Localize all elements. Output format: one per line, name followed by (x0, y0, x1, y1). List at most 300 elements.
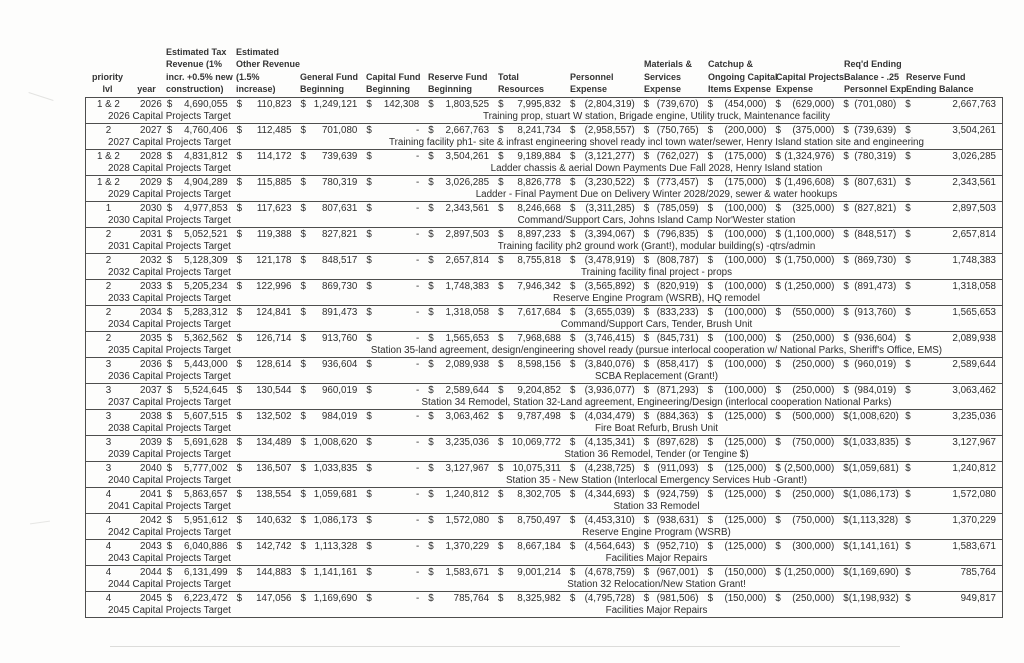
table-row (85, 331, 1003, 358)
dollar-sign: $ (366, 229, 372, 240)
dollar-sign: $ (707, 151, 714, 162)
reserve-fund-beginning-cell: $ 2,089,938 (428, 359, 490, 370)
col-header-year: year (137, 84, 156, 95)
total-resources-cell: $ 7,968,688 (498, 333, 561, 344)
dollar-sign: $ (905, 359, 911, 370)
dollar-sign: $ (428, 411, 434, 422)
dollar-sign: $ (707, 177, 714, 188)
dollar-sign: $ (366, 255, 372, 266)
reqd-ending-balance-cell: $ (1,169,690) (843, 567, 899, 578)
estimated-other-revenue-cell: $ 142,742 (236, 541, 292, 552)
estimated-tax-revenue-cell: $ 4,977,853 (166, 203, 228, 214)
general-fund-beginning-cell: $ 869,730 (300, 281, 358, 292)
general-fund-beginning-cell: $ 1,113,328 (300, 541, 358, 552)
dollar-sign: $ (775, 437, 781, 448)
dollar-sign: $ (498, 151, 504, 162)
priority-lvl-cell: 1 & 2 (97, 99, 120, 110)
table-row (85, 227, 1003, 254)
dollar-sign: $ (428, 593, 434, 604)
dollar-sign: $ (498, 281, 504, 292)
year-cell: 2034 (140, 307, 162, 318)
year-cell: 2033 (140, 281, 162, 292)
dollar-sign: $ (775, 255, 781, 266)
general-fund-beginning-cell: $ 1,008,620 (300, 437, 358, 448)
reserve-fund-ending-balance-cell: $ 1,318,058 (905, 281, 997, 292)
dollar-sign: $ (166, 99, 173, 110)
dollar-sign: $ (905, 151, 911, 162)
dollar-sign: $ (166, 359, 173, 370)
personnel-expense-cell: $ (4,564,643) (569, 541, 635, 552)
project-description: Station 35 - New Station (Interlocal Emergency Services Hub -Grant!) (505, 475, 808, 486)
dollar-sign: $ (300, 567, 306, 578)
catchup-ongoing-capital-items-expense-cell: $ (125,000) (707, 489, 767, 500)
dollar-sign: $ (569, 255, 576, 266)
catchup-ongoing-capital-items-expense-cell: $ (100,000) (707, 229, 767, 240)
project-description: Facilities Major Repairs (605, 605, 708, 616)
project-description: Reserve Engine Program (WSRB) (582, 527, 731, 538)
materials-services-expense-cell: $ (785,059) (643, 203, 699, 214)
total-resources-cell: $ 10,075,311 (498, 463, 561, 474)
col-header-estimated-tax-revenue: Estimated Tax Revenue (1% incr. +0.5% new construction) (166, 46, 233, 95)
estimated-other-revenue-cell: $ 136,507 (236, 463, 292, 474)
priority-lvl-cell: 2 (105, 307, 112, 318)
reserve-fund-beginning-cell: $ 3,235,036 (428, 437, 490, 448)
materials-services-expense-cell: $ (884,363) (643, 411, 699, 422)
estimated-other-revenue-cell: $ 147,056 (236, 593, 292, 604)
table-row (85, 461, 1003, 488)
catchup-ongoing-capital-items-expense-cell: $ (100,000) (707, 255, 767, 266)
project-description: Station 35-land agreement, design/engineering shovel ready (pursue interlocal cooperation w/ National Parks, Sheriff's Office, EMS) (370, 345, 943, 356)
capital-projects-expense-cell: $ (250,000) (775, 359, 835, 370)
personnel-expense-cell: $ (2,958,557) (569, 125, 635, 136)
reserve-fund-beginning-cell: $ 3,026,285 (428, 177, 490, 188)
dollar-sign: $ (905, 255, 911, 266)
dollar-sign: $ (707, 593, 714, 604)
table-row (85, 435, 1003, 462)
materials-services-expense-cell: $ (739,670) (643, 99, 699, 110)
dollar-sign: $ (643, 307, 650, 318)
reqd-ending-balance-cell: $ (936,604) (843, 333, 897, 344)
dollar-sign: $ (498, 541, 504, 552)
year-cell: 2027 (140, 125, 162, 136)
estimated-other-revenue-cell: $ 124,841 (236, 307, 292, 318)
year-cell: 2036 (140, 359, 162, 370)
dollar-sign: $ (905, 593, 911, 604)
dollar-sign: $ (905, 333, 911, 344)
table-header-row (85, 45, 1003, 97)
catchup-ongoing-capital-items-expense-cell: $ (200,000) (707, 125, 767, 136)
reserve-fund-ending-balance-cell: $ 3,127,967 (905, 437, 997, 448)
catchup-ongoing-capital-items-expense-cell: $ (175,000) (707, 177, 767, 188)
dollar-sign: $ (366, 125, 372, 136)
estimated-other-revenue-cell: $ 121,178 (236, 255, 292, 266)
dollar-sign: $ (643, 255, 650, 266)
scan-artifact-mark (30, 521, 50, 525)
personnel-expense-cell: $ (3,655,039) (569, 307, 635, 318)
dollar-sign: $ (236, 229, 243, 240)
estimated-other-revenue-cell: $ 115,885 (236, 177, 292, 188)
project-description: Training facility ph2 ground work (Grant!), modular building(s) -qtrs/admin (497, 241, 816, 252)
capital-fund-beginning-cell: $ - (366, 567, 420, 578)
scan-artifact-line (110, 646, 900, 647)
col-header-capital-fund-beginning: Capital Fund Beginning (366, 71, 421, 95)
capital-fund-beginning-cell: $ - (366, 515, 420, 526)
col-header-personnel-expense: Personnel Expense (570, 71, 614, 95)
dollar-sign: $ (775, 515, 781, 526)
capital-projects-expense-cell: $ (750,000) (775, 515, 835, 526)
estimated-other-revenue-cell: $ 140,632 (236, 515, 292, 526)
general-fund-beginning-cell: $ 1,033,835 (300, 463, 358, 474)
capital-fund-beginning-cell: $ - (366, 463, 420, 474)
dollar-sign: $ (166, 567, 173, 578)
personnel-expense-cell: $ (4,135,341) (569, 437, 635, 448)
table-row (85, 409, 1003, 436)
dollar-sign: $ (707, 307, 714, 318)
project-description: Command/Support Cars, Johns Island Camp Nor'Wester station (517, 215, 796, 226)
dollar-sign: $ (428, 437, 434, 448)
capital-projects-target-label: 2030 Capital Projects Target (108, 215, 231, 226)
capital-projects-target-label: 2028 Capital Projects Target (108, 163, 231, 174)
project-description: Command/Support Cars, Tender, Brush Unit (560, 319, 753, 330)
dollar-sign: $ (905, 489, 911, 500)
dollar-sign: $ (843, 229, 849, 240)
year-cell: 2030 (140, 203, 162, 214)
estimated-other-revenue-cell: $ 114,172 (236, 151, 292, 162)
capital-projects-target-label: 2045 Capital Projects Target (108, 605, 231, 616)
priority-lvl-cell: 4 (105, 593, 112, 604)
capital-projects-expense-cell: $ (2,500,000) (775, 463, 835, 474)
estimated-tax-revenue-cell: $ 4,831,812 (166, 151, 228, 162)
capital-fund-beginning-cell: $ - (366, 593, 420, 604)
general-fund-beginning-cell: $ 984,019 (300, 411, 358, 422)
table-row (85, 149, 1003, 176)
col-header-general-fund-beginning: General Fund Beginning (300, 71, 359, 95)
total-resources-cell: $ 8,826,778 (498, 177, 561, 188)
dollar-sign: $ (775, 333, 781, 344)
dollar-sign: $ (643, 463, 650, 474)
catchup-ongoing-capital-items-expense-cell: $ (100,000) (707, 359, 767, 370)
estimated-tax-revenue-cell: $ 5,524,645 (166, 385, 228, 396)
dollar-sign: $ (428, 515, 434, 526)
dollar-sign: $ (905, 125, 911, 136)
dollar-sign: $ (366, 593, 372, 604)
reqd-ending-balance-cell: $ (807,631) (843, 177, 897, 188)
capital-projects-expense-cell: $ (1,750,000) (775, 255, 835, 266)
dollar-sign: $ (366, 541, 372, 552)
dollar-sign: $ (569, 437, 576, 448)
dollar-sign: $ (300, 99, 306, 110)
dollar-sign: $ (775, 411, 781, 422)
capital-projects-target-label: 2034 Capital Projects Target (108, 319, 231, 330)
priority-lvl-cell: 3 (105, 359, 112, 370)
dollar-sign: $ (166, 125, 173, 136)
general-fund-beginning-cell: $ 936,604 (300, 359, 358, 370)
dollar-sign: $ (905, 99, 911, 110)
dollar-sign: $ (707, 411, 714, 422)
dollar-sign: $ (707, 229, 714, 240)
year-cell: 2029 (140, 177, 162, 188)
materials-services-expense-cell: $ (820,919) (643, 281, 699, 292)
capital-fund-beginning-cell: $ - (366, 359, 420, 370)
dollar-sign: $ (236, 593, 243, 604)
dollar-sign: $ (236, 281, 243, 292)
dollar-sign: $ (643, 593, 650, 604)
dollar-sign: $ (905, 567, 911, 578)
reserve-fund-beginning-cell: $ 3,127,967 (428, 463, 490, 474)
capital-projects-target-label: 2037 Capital Projects Target (108, 397, 231, 408)
dollar-sign: $ (300, 359, 306, 370)
dollar-sign: $ (498, 307, 504, 318)
dollar-sign: $ (366, 281, 372, 292)
dollar-sign: $ (428, 203, 434, 214)
dollar-sign: $ (905, 203, 911, 214)
dollar-sign: $ (166, 281, 173, 292)
capital-projects-expense-cell: $ (500,000) (775, 411, 835, 422)
reqd-ending-balance-cell: $ (1,059,681) (843, 463, 899, 474)
dollar-sign: $ (707, 463, 714, 474)
table-row (85, 253, 1003, 280)
capital-projects-expense-cell: $ (375,000) (775, 125, 835, 136)
table-row (85, 201, 1003, 228)
year-cell: 2043 (140, 541, 162, 552)
table-row (85, 97, 1003, 124)
dollar-sign: $ (300, 255, 306, 266)
reqd-ending-balance-cell: $ (701,080) (843, 99, 897, 110)
priority-lvl-cell: 4 (105, 567, 112, 578)
reserve-fund-beginning-cell: $ 1,565,653 (428, 333, 490, 344)
general-fund-beginning-cell: $ 827,821 (300, 229, 358, 240)
dollar-sign: $ (643, 99, 650, 110)
dollar-sign: $ (236, 489, 243, 500)
total-resources-cell: $ 8,241,734 (498, 125, 561, 136)
dollar-sign: $ (569, 411, 576, 422)
dollar-sign: $ (428, 359, 434, 370)
materials-services-expense-cell: $ (924,759) (643, 489, 699, 500)
project-description: Training facility final project - props (580, 267, 732, 278)
dollar-sign: $ (498, 177, 504, 188)
dollar-sign: $ (643, 541, 650, 552)
dollar-sign: $ (498, 333, 504, 344)
reqd-ending-balance-cell: $ (739,639) (843, 125, 897, 136)
dollar-sign: $ (236, 255, 243, 266)
estimated-tax-revenue-cell: $ 5,205,234 (166, 281, 228, 292)
estimated-tax-revenue-cell: $ 5,951,612 (166, 515, 228, 526)
dollar-sign: $ (498, 489, 504, 500)
personnel-expense-cell: $ (3,936,077) (569, 385, 635, 396)
dollar-sign: $ (498, 567, 504, 578)
col-header-total-resources: Total Resources (498, 71, 545, 95)
dollar-sign: $ (498, 411, 504, 422)
priority-lvl-cell: 3 (105, 411, 112, 422)
reserve-fund-beginning-cell: $ 3,504,261 (428, 151, 490, 162)
reqd-ending-balance-cell: $ (913,760) (843, 307, 897, 318)
general-fund-beginning-cell: $ 848,517 (300, 255, 358, 266)
dollar-sign: $ (775, 151, 781, 162)
dollar-sign: $ (166, 515, 173, 526)
dollar-sign: $ (300, 203, 306, 214)
reserve-fund-beginning-cell: $ 1,583,671 (428, 567, 490, 578)
dollar-sign: $ (366, 99, 372, 110)
capital-projects-expense-cell: $ (750,000) (775, 437, 835, 448)
reserve-fund-ending-balance-cell: $ 1,240,812 (905, 463, 997, 474)
total-resources-cell: $ 8,246,668 (498, 203, 561, 214)
estimated-other-revenue-cell: $ 144,883 (236, 567, 292, 578)
dollar-sign: $ (843, 203, 849, 214)
priority-lvl-cell: 2 (105, 255, 112, 266)
personnel-expense-cell: $ (4,238,725) (569, 463, 635, 474)
table-row (85, 305, 1003, 332)
reserve-fund-beginning-cell: $ 1,748,383 (428, 281, 490, 292)
capital-projects-target-label: 2043 Capital Projects Target (108, 553, 231, 564)
capital-projects-expense-cell: $ (1,100,000) (775, 229, 835, 240)
dollar-sign: $ (775, 359, 781, 370)
reserve-fund-ending-balance-cell: $ 785,764 (905, 567, 997, 578)
dollar-sign: $ (569, 229, 576, 240)
table-row (85, 487, 1003, 514)
dollar-sign: $ (843, 281, 849, 292)
dollar-sign: $ (428, 281, 434, 292)
general-fund-beginning-cell: $ 891,473 (300, 307, 358, 318)
dollar-sign: $ (166, 593, 173, 604)
dollar-sign: $ (428, 385, 434, 396)
total-resources-cell: $ 8,302,705 (498, 489, 561, 500)
estimated-tax-revenue-cell: $ 4,690,055 (166, 99, 228, 110)
capital-projects-expense-cell: $ (550,000) (775, 307, 835, 318)
dollar-sign: $ (428, 463, 434, 474)
capital-fund-beginning-cell: $ - (366, 229, 420, 240)
capital-projects-expense-cell: $ (1,250,000) (775, 567, 835, 578)
estimated-tax-revenue-cell: $ 5,283,312 (166, 307, 228, 318)
table-row (85, 513, 1003, 540)
personnel-expense-cell: $ (3,121,277) (569, 151, 635, 162)
capital-projects-target-label: 2027 Capital Projects Target (108, 137, 231, 148)
estimated-other-revenue-cell: $ 130,544 (236, 385, 292, 396)
dollar-sign: $ (843, 385, 849, 396)
dollar-sign: $ (166, 255, 173, 266)
table-body (85, 97, 1003, 618)
capital-projects-expense-cell: $ (250,000) (775, 489, 835, 500)
col-header-estimated-other-revenue: Estimated Other Revenue (1.5% increase) (236, 46, 301, 95)
dollar-sign: $ (236, 177, 243, 188)
scan-artifact-mark (28, 92, 53, 101)
capital-projects-target-label: 2041 Capital Projects Target (108, 501, 231, 512)
dollar-sign: $ (843, 333, 849, 344)
estimated-other-revenue-cell: $ 132,502 (236, 411, 292, 422)
general-fund-beginning-cell: $ 1,141,161 (300, 567, 358, 578)
total-resources-cell: $ 8,755,818 (498, 255, 561, 266)
dollar-sign: $ (236, 151, 243, 162)
capital-projects-target-label: 2032 Capital Projects Target (108, 267, 231, 278)
materials-services-expense-cell: $ (858,417) (643, 359, 699, 370)
dollar-sign: $ (236, 203, 243, 214)
personnel-expense-cell: $ (3,840,076) (569, 359, 635, 370)
year-cell: 2038 (140, 411, 162, 422)
dollar-sign: $ (643, 385, 650, 396)
capital-fund-beginning-cell: $ - (366, 385, 420, 396)
dollar-sign: $ (498, 463, 504, 474)
catchup-ongoing-capital-items-expense-cell: $ (125,000) (707, 515, 767, 526)
estimated-tax-revenue-cell: $ 6,040,886 (166, 541, 228, 552)
dollar-sign: $ (843, 359, 849, 370)
dollar-sign: $ (707, 437, 714, 448)
reserve-fund-beginning-cell: $ 785,764 (428, 593, 490, 604)
dollar-sign: $ (498, 255, 504, 266)
estimated-tax-revenue-cell: $ 5,607,515 (166, 411, 228, 422)
catchup-ongoing-capital-items-expense-cell: $ (125,000) (707, 541, 767, 552)
dollar-sign: $ (905, 307, 911, 318)
dollar-sign: $ (775, 281, 781, 292)
dollar-sign: $ (300, 125, 306, 136)
reserve-fund-ending-balance-cell: $ 2,667,763 (905, 99, 997, 110)
materials-services-expense-cell: $ (981,506) (643, 593, 699, 604)
dollar-sign: $ (707, 541, 714, 552)
dollar-sign: $ (569, 125, 576, 136)
personnel-expense-cell: $ (4,344,693) (569, 489, 635, 500)
catchup-ongoing-capital-items-expense-cell: $ (175,000) (707, 151, 767, 162)
reserve-fund-beginning-cell: $ 3,063,462 (428, 411, 490, 422)
dollar-sign: $ (366, 463, 372, 474)
reserve-fund-ending-balance-cell: $ 1,748,383 (905, 255, 997, 266)
dollar-sign: $ (300, 541, 306, 552)
materials-services-expense-cell: $ (897,628) (643, 437, 699, 448)
dollar-sign: $ (166, 437, 173, 448)
reserve-fund-ending-balance-cell: $ 3,504,261 (905, 125, 997, 136)
year-cell: 2044 (140, 567, 162, 578)
total-resources-cell: $ 9,204,852 (498, 385, 561, 396)
capital-projects-target-label: 2026 Capital Projects Target (108, 111, 231, 122)
dollar-sign: $ (643, 229, 650, 240)
estimated-tax-revenue-cell: $ 4,904,289 (166, 177, 228, 188)
catchup-ongoing-capital-items-expense-cell: $ (100,000) (707, 203, 767, 214)
dollar-sign: $ (569, 177, 576, 188)
dollar-sign: $ (498, 437, 504, 448)
capital-fund-beginning-cell: $ - (366, 307, 420, 318)
dollar-sign: $ (775, 307, 781, 318)
reserve-fund-ending-balance-cell: $ 2,089,938 (905, 333, 997, 344)
dollar-sign: $ (498, 99, 504, 110)
capital-projects-target-label: 2031 Capital Projects Target (108, 241, 231, 252)
dollar-sign: $ (498, 385, 504, 396)
estimated-tax-revenue-cell: $ 6,131,499 (166, 567, 228, 578)
dollar-sign: $ (236, 385, 243, 396)
reserve-fund-beginning-cell: $ 1,803,525 (428, 99, 490, 110)
dollar-sign: $ (428, 99, 434, 110)
dollar-sign: $ (366, 437, 372, 448)
dollar-sign: $ (843, 541, 849, 552)
general-fund-beginning-cell: $ 1,169,690 (300, 593, 358, 604)
total-resources-cell: $ 9,001,214 (498, 567, 561, 578)
dollar-sign: $ (300, 333, 306, 344)
dollar-sign: $ (775, 229, 781, 240)
dollar-sign: $ (300, 307, 306, 318)
capital-projects-expense-cell: $ (1,324,976) (775, 151, 835, 162)
priority-lvl-cell: 1 & 2 (97, 151, 120, 162)
dollar-sign: $ (707, 515, 714, 526)
capital-fund-beginning-cell: $ - (366, 255, 420, 266)
dollar-sign: $ (569, 359, 576, 370)
table-row (85, 175, 1003, 202)
total-resources-cell: $ 8,750,497 (498, 515, 561, 526)
priority-lvl-cell: 4 (105, 489, 112, 500)
year-cell: 2045 (140, 593, 162, 604)
capital-fund-beginning-cell: $ - (366, 203, 420, 214)
dollar-sign: $ (905, 515, 911, 526)
dollar-sign: $ (166, 411, 173, 422)
table-row (85, 591, 1003, 618)
dollar-sign: $ (166, 203, 173, 214)
capital-projects-target-label: 2042 Capital Projects Target (108, 527, 231, 538)
total-resources-cell: $ 7,946,342 (498, 281, 561, 292)
